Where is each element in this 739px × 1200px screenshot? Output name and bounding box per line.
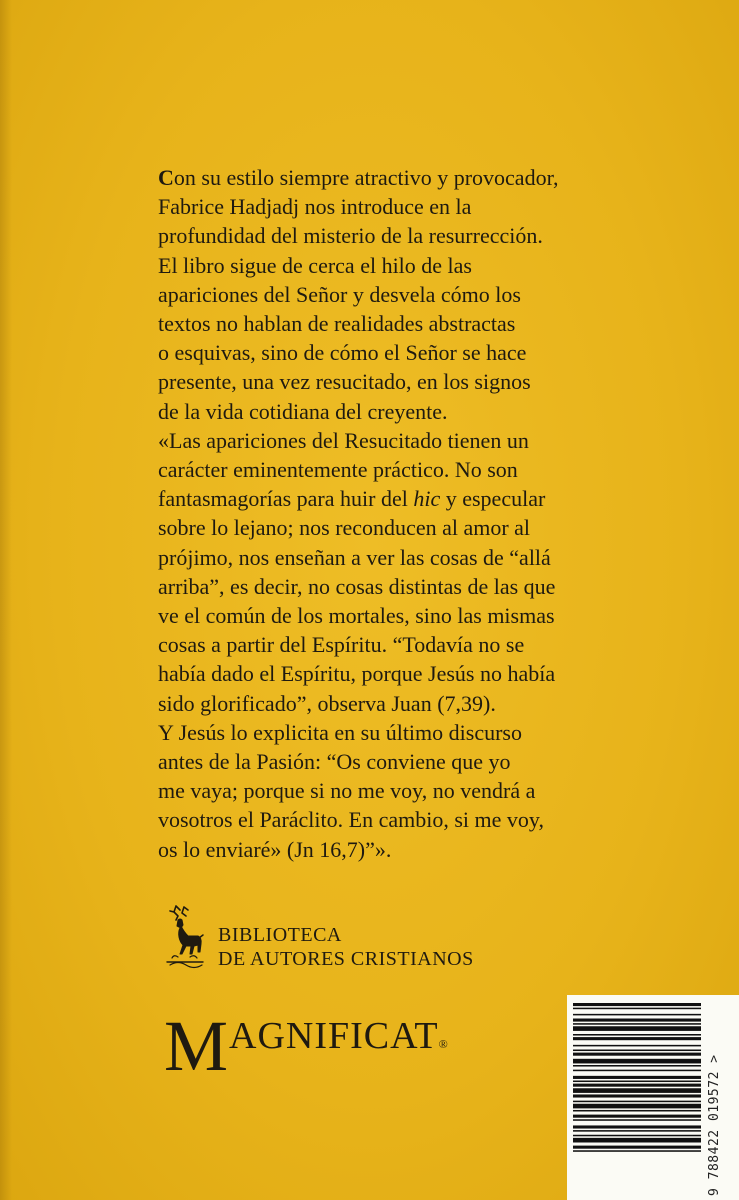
quote-line: antes de la Pasión: “Os conviene que yo <box>158 749 511 775</box>
barcode-bar <box>573 1003 701 1006</box>
quote-line: carácter eminentemente práctico. No son <box>158 457 518 483</box>
blurb-text <box>158 163 588 864</box>
blurb-line: textos no hablan de realidades abstractas <box>158 311 516 337</box>
barcode-bar <box>573 1138 701 1143</box>
barcode-bar <box>573 1110 701 1112</box>
quote-line: «Las apariciones del Resucitado tienen un <box>158 427 529 453</box>
quote-line: fantasmagorías para huir del hic y especular <box>158 486 546 512</box>
blurb-line: profundidad del misterio de la resurrección. <box>158 223 543 249</box>
barcode-bar <box>573 1023 701 1025</box>
quote-line: ve el común de los mortales, sino las mismas <box>158 603 555 629</box>
barcode-bar <box>573 1084 701 1087</box>
barcode-bar <box>573 1146 701 1149</box>
barcode-bar <box>573 1101 701 1103</box>
drop-letter: C <box>158 165 174 190</box>
barcode-bar <box>573 1150 701 1152</box>
quote-line: sido glorificado”, observa Juan (7,39). <box>158 690 496 716</box>
barcode-bar <box>573 1125 701 1128</box>
barcode-bar <box>573 1045 701 1047</box>
blurb-line: de la vida cotidiana del creyente. <box>158 398 448 424</box>
quote-line: cosas a partir del Espíritu. “Todavía no se <box>158 632 525 658</box>
quote-line: sobre lo lejano; nos reconducen al amor al <box>158 515 531 541</box>
barcode-bar <box>573 1037 701 1040</box>
barcode-sticker <box>567 995 739 1200</box>
quote-line: prójimo, nos enseñan a ver las cosas de “allá <box>158 544 551 570</box>
barcode-bar <box>573 1019 701 1022</box>
barcode-bar <box>573 1059 701 1064</box>
imprint-initial: M <box>164 1006 230 1086</box>
quote-line: vosotros el Paráclito. En cambio, si me voy, <box>158 807 544 833</box>
deer-logo-icon <box>164 902 206 972</box>
blurb-line: Con su estilo siempre atractivo y provocador, <box>158 165 559 190</box>
spine-shadow <box>0 0 12 1200</box>
imprint-name: AGNIFICAT <box>229 1015 439 1057</box>
barcode-bar <box>573 1135 701 1137</box>
publisher-name-line-2: DE AUTORES CRISTIANOS <box>218 948 474 970</box>
barcode-bar <box>573 1119 701 1121</box>
barcode-bar <box>573 1053 701 1056</box>
barcode-bar <box>573 1026 701 1031</box>
barcode-bar <box>573 1070 701 1072</box>
quote-line: os lo enviaré» (Jn 16,7)”». <box>158 836 392 862</box>
barcode-bar <box>573 1081 701 1083</box>
barcode-bar <box>573 1008 701 1010</box>
blurb-line: o esquivas, sino de cómo el Señor se hace <box>158 340 527 366</box>
barcode-bar <box>573 1050 701 1052</box>
quote-line: arriba”, es decir, no cosas distintas de las que <box>158 573 556 599</box>
blurb-line: presente, una vez resucitado, en los signos <box>158 369 531 395</box>
registered-mark: ® <box>438 1037 449 1051</box>
barcode-bar <box>573 1014 701 1016</box>
barcode-bar <box>573 1034 701 1036</box>
quote-line: Y Jesús lo explicita en su último discurso <box>158 719 522 745</box>
barcode-bar <box>573 1094 701 1097</box>
blurb-line: Fabrice Hadjadj nos introduce en la <box>158 194 472 220</box>
barcode-digits: 9 788422 019572 > <box>707 1054 722 1196</box>
publisher-name-line-1: BIBLIOTECA <box>218 924 342 946</box>
barcode-bar <box>573 1065 701 1067</box>
imprint-logo <box>164 1006 449 1086</box>
blurb-line: apariciones del Señor y desvela cómo los <box>158 281 521 307</box>
barcode-bar <box>573 1115 701 1118</box>
barcode-bar <box>573 1130 701 1132</box>
barcode-bar <box>573 1076 701 1079</box>
quote-line: me vaya; porque si no me voy, no vendrá a <box>158 778 536 804</box>
barcode-icon <box>573 1003 701 1193</box>
barcode-bar <box>573 1104 701 1109</box>
blurb-line: El libro sigue de cerca el hilo de las <box>158 252 472 278</box>
quote-line: había dado el Espíritu, porque Jesús no había <box>158 661 556 687</box>
latin-word: hic <box>413 486 441 512</box>
barcode-bar <box>573 1088 701 1093</box>
publisher-block <box>164 902 474 982</box>
